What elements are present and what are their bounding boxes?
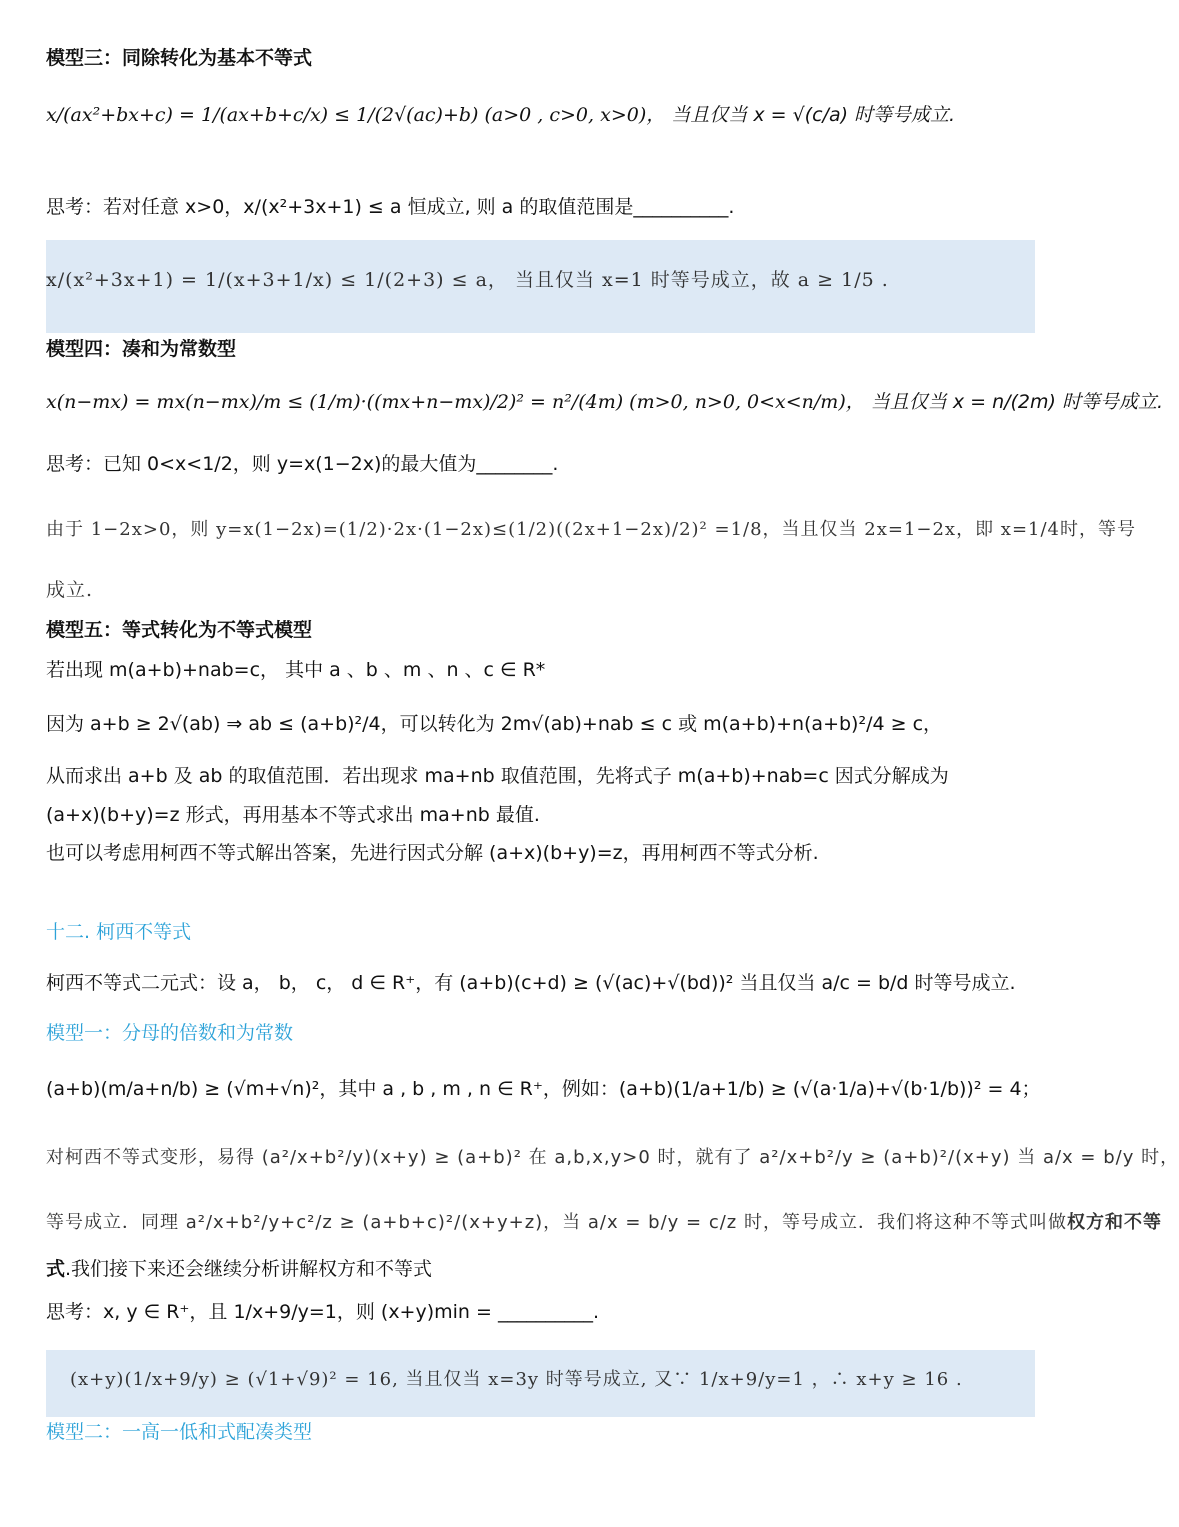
cauchy-model1-line4-text: .我们接下来还会继续分析讲解权方和不等式 xyxy=(65,1258,433,1280)
cauchy-model1-line3-text: 等号成立．同理 a²/x+b²/y+c²/z ≥ (a+b+c)²/(x+y+z)，当 a/x = b/y = c/z 时，等号成立．我们将这种不等式叫做 xyxy=(46,1212,1067,1233)
model4-formula-text: x(n−mx) = mx(n−mx)/m ≤ (1/m)·((mx+n−mx)/2)² = n²/(4m) (m>0, n>0, 0<x<n/m)， xyxy=(46,391,865,413)
model4-heading: 模型四：凑和为常数型 xyxy=(46,338,237,360)
cauchy-model1-line3 xyxy=(46,1211,1162,1234)
model5-line3: 从而求出 a+b 及 ab 的取值范围．若出现求 ma+nb 取值范围，先将式子 m(a+b)+nab=c 因式分解成为 xyxy=(46,765,949,787)
cauchy-model1-line4 xyxy=(46,1257,1040,1282)
model3-formula-text: x/(ax²+bx+c) = 1/(ax+b+c/x) ≤ 1/(2√(ac)+b) (a>0 , c>0, x>0)， xyxy=(46,104,666,126)
model3-condition: 当且仅当 x = √(c/a) 时等号成立. xyxy=(671,104,956,126)
model3-heading: 模型三：同除转化为基本不等式 xyxy=(46,47,313,69)
cauchy-model1-answer: (x+y)(1/x+9/y) ≥ (√1+√9)² = 16, 当且仅当 x=3y 时等号成立, 又∵ 1/x+9/y=1 ，∴ x+y ≥ 16 . xyxy=(70,1369,963,1390)
model5-line1: 若出现 m(a+b)+nab=c， 其中 a 、b 、m 、n 、c ∈ R* xyxy=(46,659,546,681)
cauchy-model1-question: 思考：x, y ∈ R⁺，且 1/x+9/y=1，则 (x+y)min = __________. xyxy=(46,1301,600,1323)
cauchy-model1-line1: (a+b)(m/a+n/b) ≥ (√m+√n)²，其中 a , b , m , n ∈ R⁺，例如：(a+b)(1/a+1/b) ≥ (√(a·1/a)+√(b·1/b))² = 4； xyxy=(46,1078,1041,1100)
cauchy-model1-line4-bold: 式 xyxy=(46,1258,66,1280)
think4-question: 思考：已知 0<x<1/2，则 y=x(1−2x)的最大值为________. xyxy=(46,453,559,475)
model5-line4: (a+x)(b+y)=z 形式，再用基本不等式求出 ma+nb 最值. xyxy=(46,804,540,826)
cauchy-model1-heading: 模型一：分母的倍数和为常数 xyxy=(46,1022,294,1044)
model4-formula xyxy=(46,390,1164,415)
section12-definition: 柯西不等式二元式：设 a， b， c， d ∈ R⁺，有 (a+b)(c+d) ≥ (√(ac)+√(bd))² 当且仅当 a/c = b/d 时等号成立. xyxy=(46,972,1016,994)
cauchy-model1-line2: 对柯西不等式变形，易得 (a²/x+b²/y)(x+y) ≥ (a+b)² 在 a,b,x,y>0 时，就有了 a²/x+b²/y ≥ (a+b)²/(x+y) 当 a/x = b/y 时， xyxy=(46,1147,1179,1168)
think4-answer-line2: 成立. xyxy=(46,579,94,601)
model4-condition: 当且仅当 x = n/(2m) 时等号成立. xyxy=(870,391,1164,413)
section12-heading: 十二. 柯西不等式 xyxy=(46,921,192,943)
model3-formula xyxy=(46,103,1040,128)
think3-answer: x/(x²+3x+1) = 1/(x+3+1/x) ≤ 1/(2+3) ≤ a， 当且仅当 x=1 时等号成立，故 a ≥ 1/5 . xyxy=(46,269,889,291)
model5-heading: 模型五：等式转化为不等式模型 xyxy=(46,619,313,641)
model5-line2: 因为 a+b ≥ 2√(ab) ⇒ ab ≤ (a+b)²/4，可以转化为 2m√(ab)+nab ≤ c 或 m(a+b)+n(a+b)²/4 ≥ c， xyxy=(46,713,943,735)
model5-line5: 也可以考虑用柯西不等式解出答案，先进行因式分解 (a+x)(b+y)=z，再用柯西不等式分析. xyxy=(46,842,819,864)
cauchy-model2-heading: 模型二：一高一低和式配凑类型 xyxy=(46,1421,313,1443)
think4-answer-line1: 由于 1−2x>0，则 y=x(1−2x)=(1/2)·2x·(1−2x)≤(1/2)((2x+1−2x)/2)² =1/8，当且仅当 2x=1−2x，即 x=1/4时，等号 xyxy=(46,519,1137,540)
think3-question: 思考：若对任意 x>0，x/(x²+3x+1) ≤ a 恒成立, 则 a 的取值范围是__________. xyxy=(46,196,735,218)
cauchy-model1-line3-bold: 权方和不等 xyxy=(1066,1212,1162,1233)
